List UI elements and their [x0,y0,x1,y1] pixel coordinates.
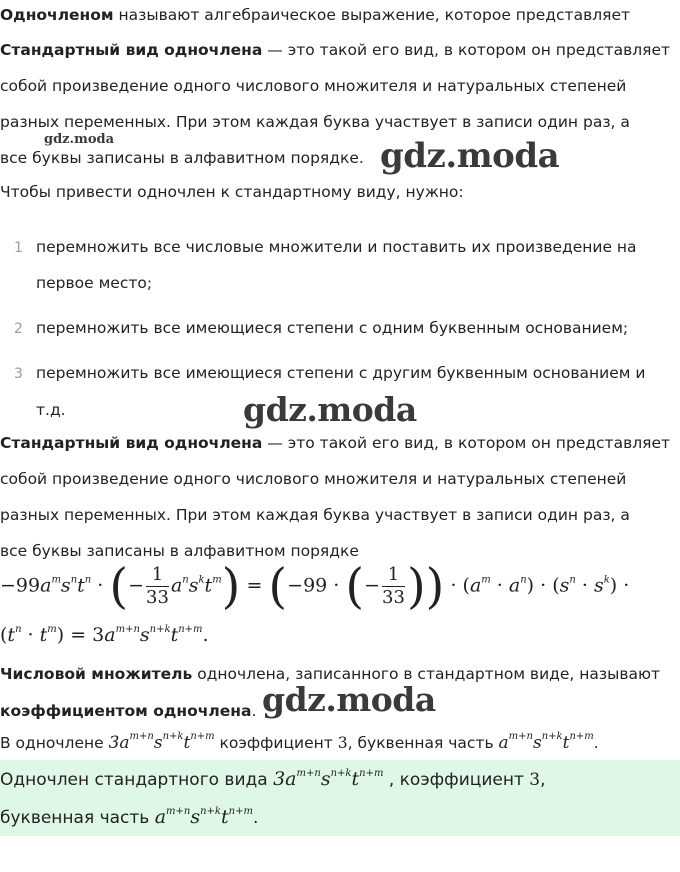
def2-text-4: все буквы записаны в алфавитном порядке [0,542,359,560]
def2-text-2: собой произведение одного числового множителя и натуральных степеней [0,470,627,488]
example-mid2: , буквенная часть [347,734,499,752]
math-formula-line-1: $-99a^ms^nt^n$ · (− $\frac{1}{33}$ $a^ns^kt^m) = (-99$ · (− $\frac{1}{33}$ )) · $(a^m \cdot a^n) \cdot (s^n \cdot s^k)$ · [0,558,630,615]
highlight-letter-part-label: буквенная часть [0,808,155,828]
def1-text-3: разных переменных. При этом каждая буква участвует в записи один раз, а [0,113,630,131]
step-3-number: 3 [14,366,23,382]
highlight-line-1: Одночлен стандартного вида $3a^{m+n}s^{n+k}t^{n+m}$ , коэффициент 3, [0,768,546,790]
watermark-logo-1: gdz.moda [380,136,560,176]
monomial-definition-text: называют алгебраическое выражение, которое представляет [113,6,631,24]
def1-text-2: собой произведение одного числового множителя и натуральных степеней [0,77,627,95]
def1-text-1: — это такой его вид, в котором он представляет [262,41,671,59]
def2-text-1: — это такой его вид, в котором он представляет [262,434,671,452]
watermark-logo-3: gdz.moda [262,680,436,719]
paragraph-monomial-definition [0,6,630,24]
highlight-prefix: Одночлен стандартного вида [0,770,274,790]
standard-form-definition-2-line-1 [0,434,670,452]
def1-text-4: все буквы записаны в алфавитном порядке. [0,149,364,167]
step-2-text-line-1: перемножить все имеющиеся степени с одним буквенным основанием; [36,319,629,337]
coef-text: одночлена, записанного в стандартном виде, называют [192,665,661,683]
watermark-small: gdz.moda [44,132,115,147]
example-prefix: В одночлене [0,734,109,752]
highlight-coefficient: 3 [529,770,541,790]
example-coefficient: 3 [337,734,348,752]
step-1-text-line-2: первое место; [36,274,153,292]
step-1-number: 1 [14,240,23,256]
coefficient-definition-line-2 [0,702,256,720]
highlight-mid1: , коэффициент [388,770,530,790]
watermark-logo-2: gdz.moda [243,390,417,429]
term-monomial: Одночленом [0,6,114,24]
step-1-text-line-1: перемножить все числовые множители и поставить их произведение на [36,238,637,256]
example-end: . [593,734,599,752]
term-standard-form: Стандартный вид одночлена [0,41,263,59]
highlight-line-2: буквенная часть $a^{m+n}s^{n+k}t^{n+m}$. [0,806,259,828]
example-line: В одночлене $3a^{m+n}s^{n+k}t^{n+m}$ коэффициент 3, буквенная часть $a^{m+n}s^{n+k}t^{n+m}$. [0,731,599,753]
instructions-intro: Чтобы привести одночлен к стандартному виду, нужно: [0,183,464,201]
step-3-text-line-1: перемножить все имеющиеся степени с другим буквенным основанием и [36,364,646,382]
step-2-number: 2 [14,321,23,337]
example-mid1: коэффициент [214,734,338,752]
def2-text-3: разных переменных. При этом каждая буква участвует в записи один раз, а [0,506,630,524]
math-formula-line-2: $(t^n \cdot t^m) = 3a^{m+n}s^{n+k}t^{n+m}$. [0,624,209,646]
standard-form-definition-1-line-1 [0,41,670,59]
highlight-end1: , [540,770,546,790]
coef-end: . [251,702,257,720]
term-coefficient: коэффициентом одночлена [0,702,252,720]
step-3-text-line-2: т.д. [36,401,66,419]
term-standard-form-2: Стандартный вид одночлена [0,434,263,452]
term-numeric-factor: Числовой множитель [0,665,193,683]
highlight-end2: . [252,808,259,828]
